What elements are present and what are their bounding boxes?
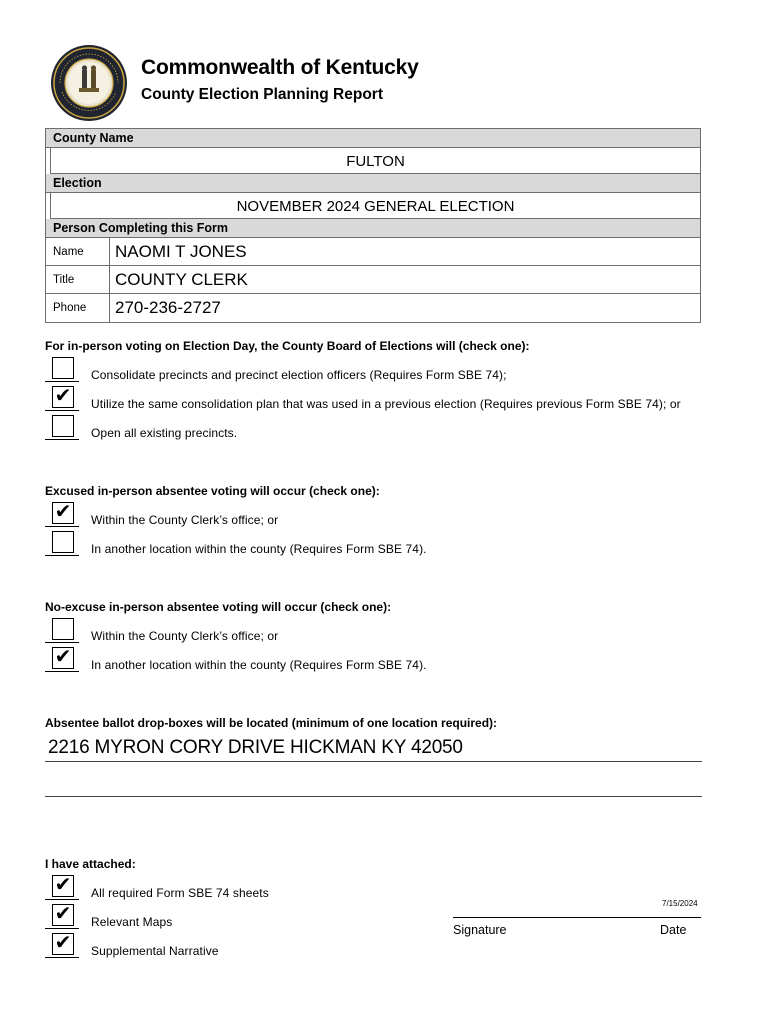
title-row (46, 266, 700, 294)
option-excused-clerk-office-label: Within the County Clerk’s office; or (91, 513, 279, 527)
checkbox-supplemental-narrative[interactable]: ✔ (52, 933, 74, 955)
checkbox-open-all[interactable] (52, 415, 74, 437)
no-excuse-heading: No-excuse in-person absentee voting will occur (check one): (45, 600, 392, 614)
checkbox-underline (45, 957, 79, 958)
option-open-all-label: Open all existing precincts. (91, 426, 238, 440)
option-same-plan-label: Utilize the same consolidation plan that was used in a previous election (Requires previous Form SBE 74); or (91, 397, 681, 411)
title-label: Title (46, 266, 110, 293)
name-label: Name (46, 238, 110, 265)
election-label: Election (46, 174, 700, 193)
checkbox-underline (45, 928, 79, 929)
page-subtitle: County Election Planning Report (141, 86, 383, 103)
checkbox-no-excuse-other-location[interactable]: ✔ (52, 647, 74, 669)
dropbox-line-2 (45, 796, 702, 797)
title-value[interactable]: COUNTY CLERK (115, 270, 248, 289)
phone-row (46, 294, 700, 322)
checkbox-no-excuse-clerk-office[interactable] (52, 618, 74, 640)
phone-value[interactable]: 270-236-2727 (115, 298, 221, 317)
checkbox-underline (45, 526, 79, 527)
name-value[interactable]: NAOMI T JONES (115, 242, 247, 261)
excused-heading: Excused in-person absentee voting will occur (check one): (45, 484, 380, 498)
date-value[interactable]: 7/15/2024 (662, 899, 698, 908)
election-value[interactable]: NOVEMBER 2024 GENERAL ELECTION (50, 193, 700, 219)
option-sbe74-sheets-label: All required Form SBE 74 sheets (91, 886, 269, 900)
signature-line (453, 917, 701, 918)
checkbox-underline (45, 671, 79, 672)
checkbox-underline (45, 642, 79, 643)
option-excused-other-location-label: In another location within the county (Requires Form SBE 74). (91, 542, 427, 556)
phone-label: Phone (46, 294, 110, 322)
attached-heading: I have attached: (45, 857, 136, 871)
option-no-excuse-other-location-label: In another location within the county (Requires Form SBE 74). (91, 658, 427, 672)
dropbox-line-1 (45, 761, 702, 762)
checkbox-underline (45, 555, 79, 556)
option-supplemental-narrative-label: Supplemental Narrative (91, 944, 219, 958)
option-consolidate-label: Consolidate precincts and precinct election officers (Requires Form SBE 74); (91, 368, 507, 382)
election-day-heading: For in-person voting on Election Day, the County Board of Elections will (check one): (45, 339, 530, 353)
county-name-label: County Name (46, 129, 700, 148)
checkbox-underline (45, 899, 79, 900)
checkbox-underline (45, 439, 79, 440)
checkbox-consolidate[interactable] (52, 357, 74, 379)
option-no-excuse-clerk-office-label: Within the County Clerk’s office; or (91, 629, 279, 643)
dropbox-heading: Absentee ballot drop-boxes will be located (minimum of one location required): (45, 716, 498, 730)
person-completing-label: Person Completing this Form (46, 219, 700, 238)
county-name-value[interactable]: FULTON (50, 148, 700, 174)
checkbox-same-plan[interactable]: ✔ (52, 386, 74, 408)
checkbox-sbe74-sheets[interactable]: ✔ (52, 875, 74, 897)
option-relevant-maps-label: Relevant Maps (91, 915, 173, 929)
checkbox-relevant-maps[interactable]: ✔ (52, 904, 74, 926)
name-row (46, 238, 700, 266)
page-title: Commonwealth of Kentucky (141, 56, 419, 79)
checkbox-underline (45, 381, 79, 382)
county-info-table (45, 128, 701, 323)
signature-label: Signature (453, 923, 507, 937)
kentucky-seal-logo (50, 44, 128, 122)
date-label: Date (660, 923, 687, 937)
checkbox-excused-clerk-office[interactable]: ✔ (52, 502, 74, 524)
checkbox-excused-other-location[interactable] (52, 531, 74, 553)
dropbox-location-1[interactable]: 2216 MYRON CORY DRIVE HICKMAN KY 42050 (48, 737, 463, 758)
checkbox-underline (45, 410, 79, 411)
